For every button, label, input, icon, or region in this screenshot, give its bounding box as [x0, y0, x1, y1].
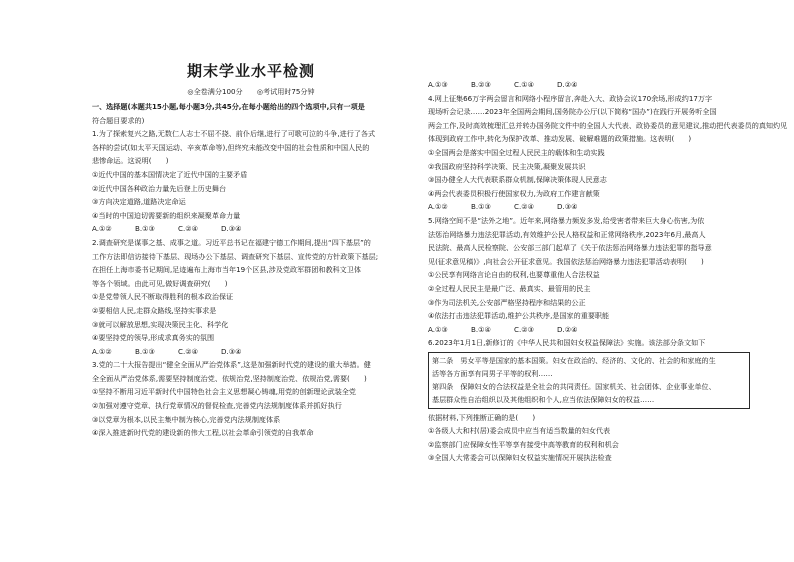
choice-statement: ③方向决定道路,道路决定命运 — [92, 197, 186, 207]
choice-statement: ②要相信人民,走群众路线,坚持实事求是 — [92, 305, 217, 315]
choice-statement: ①全国两会是落实中国全过程人民民主的载体和生动实践 — [428, 147, 605, 157]
choice-statement: ②全过程人民民主是最广泛、最真实、最管用的民主 — [428, 283, 591, 293]
option-b: B.②③ — [471, 80, 491, 89]
choice-statement: ③就可以解放思想,实现决策民主化、科学化 — [92, 319, 229, 329]
option-a: A.①③ — [428, 80, 448, 89]
choice-statement: ①近代中国的基本国情决定了近代中国的主要矛盾 — [92, 169, 248, 179]
answer-options — [428, 200, 750, 214]
choice-statement: ③国办健全人大代表联系群众机制,保障决策体现人民意志 — [428, 175, 607, 185]
total-score: ◎全卷满分100分 — [187, 87, 243, 96]
choice-statement: ③以党章为根本,以民主集中制为核心,完善党内法规制度体系 — [92, 414, 281, 424]
page-title: 期末学业水平检测 — [186, 62, 315, 80]
answer-options — [92, 222, 410, 236]
question-text: 全全面从严治党体系,需要坚持制度治党、依规治党,坚持制度治党、依规治党,需要( ) — [92, 373, 367, 383]
option-b: B.①③ — [135, 224, 155, 234]
law-article-text: 第四条 保障妇女的合法权益是全社会的共同责任。国家机关、社会团体、企业事业单位、 — [432, 382, 716, 392]
question-prompt: 依据材料,下列推断正确的是( ) — [428, 412, 536, 422]
question-text: 现场听会记录……2023年全国两会期间,国务院办公厅(以下简称“国办”)在践行开展务听全国 — [428, 107, 717, 117]
question-text: 1.为了探索复兴之路,无数仁人志士不屈不挠、前仆后继,进行了可歌可泣的斗争,进行了各式 — [92, 129, 376, 139]
question-text: 两会工作,及时高效梳理汇总并转办国务院文件中的全国人大代表、政协委员的意见建议,推动把代表委员的真知灼见 — [428, 120, 788, 130]
answer-options — [428, 323, 750, 337]
option-d: D.②④ — [557, 324, 578, 334]
exam-time: ◎考试用时75分钟 — [256, 87, 315, 96]
option-a: A.①② — [92, 224, 112, 234]
choice-statement: ④两会代表委员积极行使国家权力,为政府工作建言献策 — [428, 188, 600, 198]
choice-statement: ②加强对遵守党章、执行党章情况的督促检查,完善党内法规制度体系并抓好执行 — [92, 401, 342, 411]
option-a: A.①② — [428, 202, 448, 212]
question-text: 6.2023年1月1日,新修订的《中华人民共和国妇女权益保障法》实施。该法部分条文如下 — [428, 338, 706, 348]
choice-statement: ④当时的中国迫切需要新的组织来凝聚革命力量 — [92, 210, 241, 220]
option-d: D.②④ — [557, 80, 578, 89]
left-column — [92, 0, 410, 440]
question-text: 工作方法即信访接待下基层、现场办公下基层、调查研究下基层、宣传党的方针政策下基层; — [92, 251, 379, 261]
question-6 — [428, 336, 750, 465]
question-text: 4.网上征集66万字两会留言和网络小程序留言,奔赴入大、政协会议170余场,形成约17万字 — [428, 93, 713, 103]
option-d: D.③④ — [221, 346, 242, 356]
question-text: 各样的尝试(如太平天国运动、辛亥革命等),但终究未能改变中国的社会性质和中国人民的 — [92, 142, 370, 152]
choice-statement: ①是党带领人民不断取得胜利的根本政治保证 — [92, 292, 234, 302]
section-heading-cont: 符合题目要求的) — [92, 115, 145, 125]
right-column — [428, 0, 788, 465]
question-text: 等各个领域。由此可见,做好调查研究( ) — [92, 278, 228, 288]
choice-statement: ④深入推进新时代党的建设新的伟大工程,以社会革命引领党的自我革命 — [92, 428, 314, 438]
answer-options — [92, 345, 410, 359]
law-article-text: 第二条 男女平等是国家的基本国策。妇女在政治的、经济的、文化的、社会的和家庭的生 — [432, 355, 716, 365]
question-text: 民法院、最高人民检察院、公安部三部门起草了《关于依法惩治网络暴力违法犯罪的指导意 — [428, 243, 712, 253]
choice-statement: ①公民享有网络言论自由的权利,也要尊重他人合法权益 — [428, 270, 600, 280]
question-text: 见(征求意见稿)》,向社会公开征求意见。我国依法惩治网络暴力违法犯罪活动表明( ) — [428, 256, 704, 266]
question-text: 在担任上海市委书记期间,足迹遍布上海市当年19个区县,涉及党政军群团和教科文卫体 — [92, 265, 361, 275]
option-c: C.②④ — [514, 202, 534, 212]
option-c: C.①④ — [514, 80, 534, 89]
law-excerpt-box — [428, 352, 750, 409]
answer-options — [428, 78, 750, 92]
option-a: A.①③ — [428, 324, 448, 334]
option-b: B.①③ — [471, 202, 491, 212]
question-text: 悲惨命运。这说明( ) — [92, 156, 169, 166]
choice-statement: ④依法打击违法犯罪活动,维护公共秩序,是国家的重要职能 — [428, 311, 610, 321]
question-text: 3.党的二十大报告提出“健全全面从严治党体系”,这是加强新时代党的建设的重大举措。健 — [92, 360, 371, 370]
law-article-text: 基层群众性自治组织以及其他组织和个人,应当依法保障妇女的权益…… — [432, 395, 655, 405]
question-5 — [428, 214, 750, 336]
question-2 — [92, 236, 410, 358]
question-text: 2.调查研究是谋事之基、成事之道。习近平总书记在福建宁德工作期间,提出“四下基层”的 — [92, 237, 371, 247]
choice-statement: ①各级人大和村(居)委会成员中应当有适当数量的妇女代表 — [428, 426, 611, 436]
law-article-text: 活等各方面享有同男子平等的权利…… — [432, 369, 553, 379]
question-text: 法惩治网络暴力违法犯罪活动,有效维护公民人格权益和正常网络秩序,2023年6月,最高人 — [428, 229, 706, 239]
question-1 — [92, 127, 410, 236]
option-c: C.②③ — [514, 324, 534, 334]
choice-statement: ②近代中国各种政治力量先后登上历史舞台 — [92, 183, 227, 193]
top-spacer — [428, 0, 750, 78]
option-c: C.②④ — [178, 346, 198, 356]
question-3 — [92, 358, 410, 440]
question-text: 5.网络空间不是“法外之地”。近年来,网络暴力频发多发,给受害者带来巨大身心伤害,为依 — [428, 215, 705, 225]
option-d: D.③④ — [221, 224, 242, 234]
choice-statement: ②监察部门应保障女性平等享有接受中高等教育的权利和机会 — [428, 439, 619, 449]
option-c: C.②④ — [178, 224, 198, 234]
choice-statement: ②我国政府坚持科学决策、民主决策,凝聚发展共识 — [428, 161, 586, 171]
option-b: B.①④ — [471, 324, 491, 334]
choice-statement: ④要坚持党的领导,形成求真务实的氛围 — [92, 333, 215, 343]
exam-meta — [92, 86, 410, 98]
question-text: 体现到政府工作中,转化为保护改革、推动发展、破解难题的政策措施。这表明( ) — [428, 134, 692, 144]
option-b: B.①③ — [135, 346, 155, 356]
choice-statement: ③全国人大常委会可以保障妇女权益实施情况开展执法检查 — [428, 453, 612, 463]
option-a: A.①② — [92, 346, 112, 356]
choice-statement: ①坚持不断用习近平新时代中国特色社会主义思想凝心铸魂,用党的创新理论武装全党 — [92, 387, 356, 397]
question-4 — [428, 92, 788, 214]
section-heading: 一、选择题(本题共15小题,每小题3分,共45分,在每小题给出的四个选项中,只有一项是 — [92, 102, 365, 111]
option-d: D.③④ — [557, 202, 578, 212]
choice-statement: ③作为司法机关,公安部严格坚持程序和结果的公正 — [428, 297, 586, 307]
